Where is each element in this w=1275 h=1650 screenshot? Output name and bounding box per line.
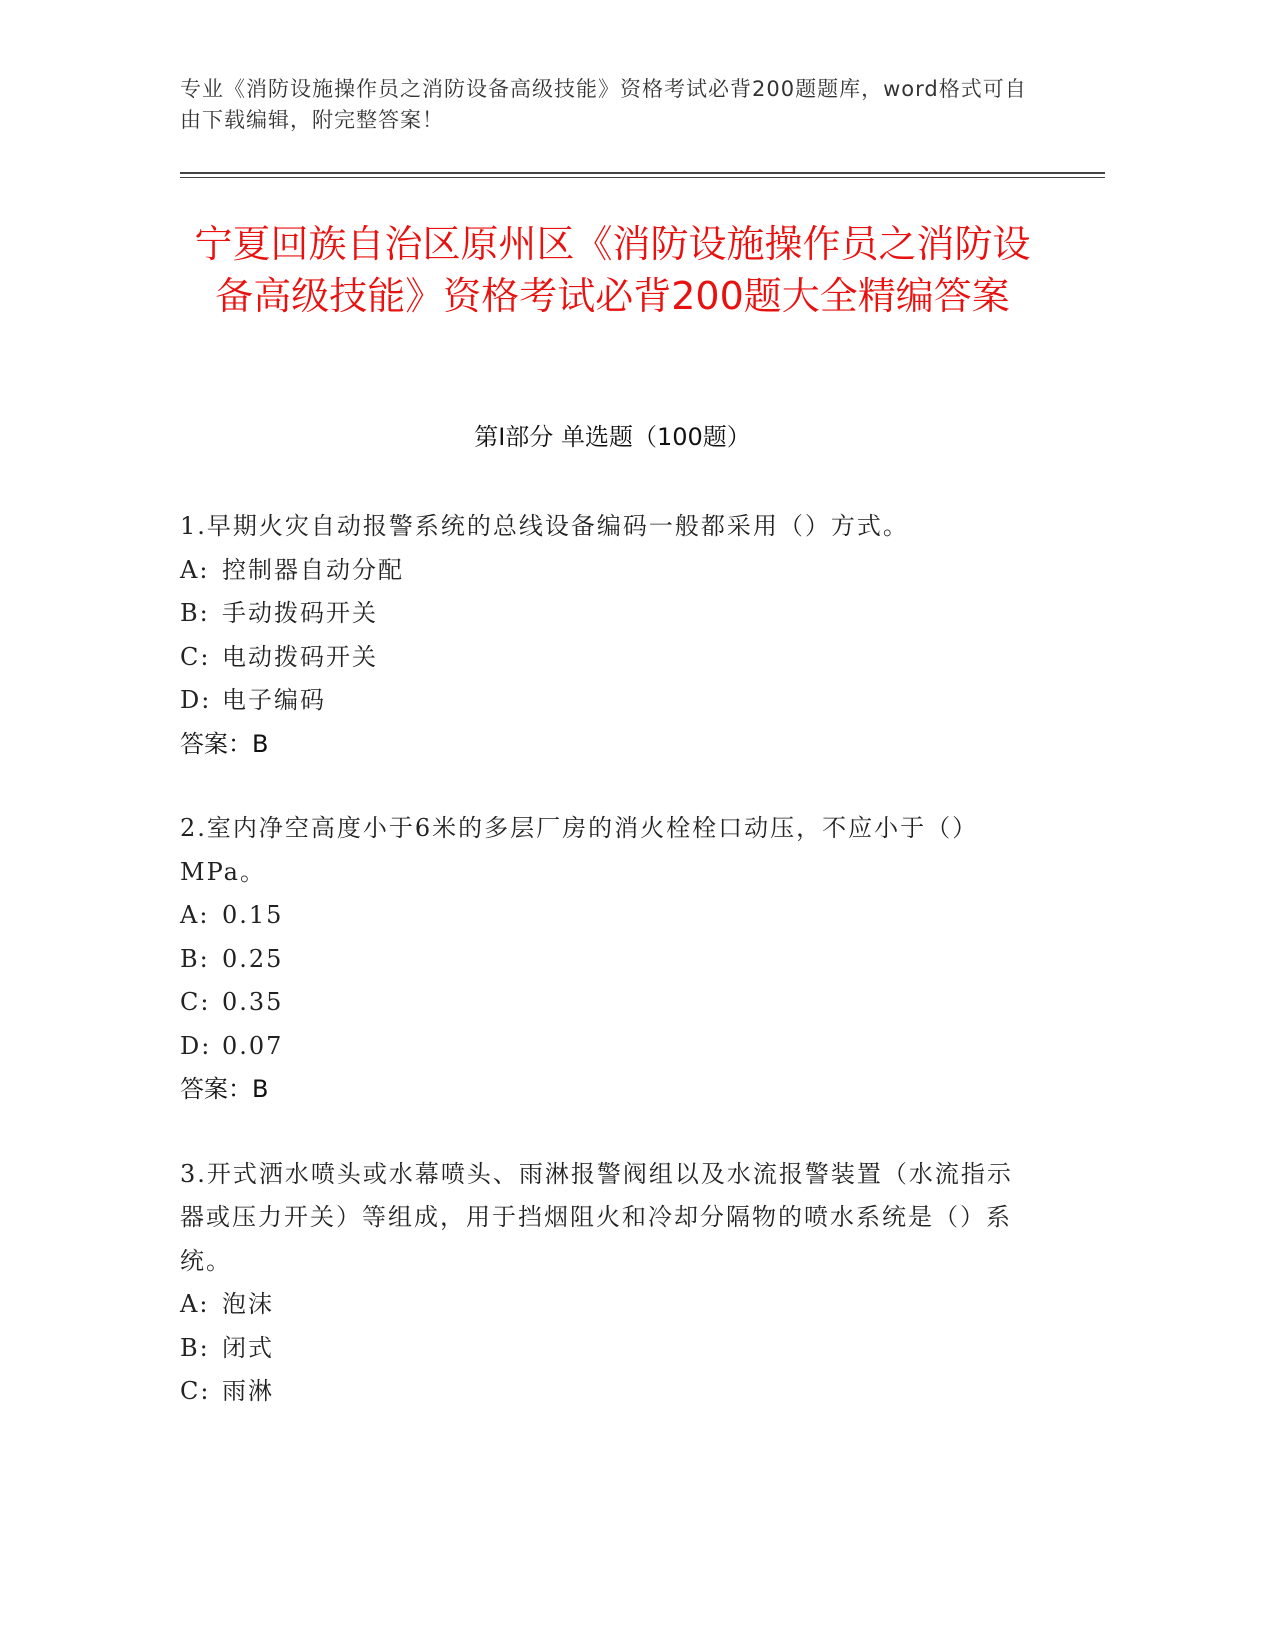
option-text: 0.07 [222, 1031, 284, 1060]
answer-line: 答案：B [180, 729, 269, 758]
question-3 [180, 1153, 1020, 1414]
option-key: A: [180, 1290, 210, 1318]
option-c [180, 981, 1020, 1025]
header-rule-thick [180, 172, 1105, 174]
option-text: 控制器自动分配 [222, 555, 404, 584]
option-key: D: [180, 686, 212, 714]
option-key: C: [180, 988, 211, 1016]
answer-line: 答案：B [180, 1075, 269, 1103]
option-key: A: [180, 555, 210, 584]
option-c [180, 1370, 1020, 1414]
option-key: C: [180, 642, 211, 671]
option-d [180, 1025, 1020, 1069]
option-text: 闭式 [222, 1333, 274, 1362]
question-1 [180, 505, 1020, 766]
option-key: C: [180, 1377, 211, 1405]
section-title: 第Ⅰ部分 单选题（100题） [474, 423, 751, 451]
option-d [180, 679, 1020, 723]
option-b [180, 592, 1020, 636]
question-text: 1.早期火灾自动报警系统的总线设备编码一般都采用（）方式。 [180, 512, 909, 540]
option-text: 雨淋 [222, 1377, 274, 1405]
question-2 [180, 807, 1020, 1112]
option-text: 泡沫 [222, 1290, 274, 1318]
option-key: A: [180, 901, 210, 929]
option-b [180, 938, 1020, 982]
question-list [180, 505, 1020, 1455]
header-rule-thin [180, 177, 1105, 178]
option-text: 0.25 [222, 944, 284, 973]
option-key: D: [180, 1031, 212, 1060]
question-text: 3.开式洒水喷头或水幕喷头、雨淋报警阀组以及水流报警装置（水流指示器或压力开关）等组成，用于挡烟阻火和冷却分隔物的喷水系统是（）系统。 [180, 1159, 1013, 1275]
question-text: 2.室内净空高度小于6米的多层厂房的消火栓栓口动压，不应小于（）MPa。 [180, 814, 979, 886]
option-text: 手动拨码开关 [222, 599, 378, 627]
option-b [180, 1327, 1020, 1371]
option-c [180, 636, 1020, 680]
option-text: 电动拨码开关 [222, 642, 378, 671]
option-key: B: [180, 944, 210, 973]
option-a [180, 1283, 1020, 1327]
option-a [180, 549, 1020, 593]
option-key: B: [180, 599, 210, 627]
document-title: 宁夏回族自治区原州区《消防设施操作员之消防设备高级技能》资格考试必背200题大全精编答案 [194, 222, 1031, 318]
option-text: 0.35 [222, 988, 284, 1016]
option-text: 电子编码 [222, 686, 326, 714]
header-note: 专业《消防设施操作员之消防设备高级技能》资格考试必背200题题库，word格式可自由下载编辑，附完整答案！ [180, 77, 1027, 132]
option-text: 0.15 [222, 901, 284, 929]
option-key: B: [180, 1333, 210, 1362]
option-a [180, 894, 1020, 938]
